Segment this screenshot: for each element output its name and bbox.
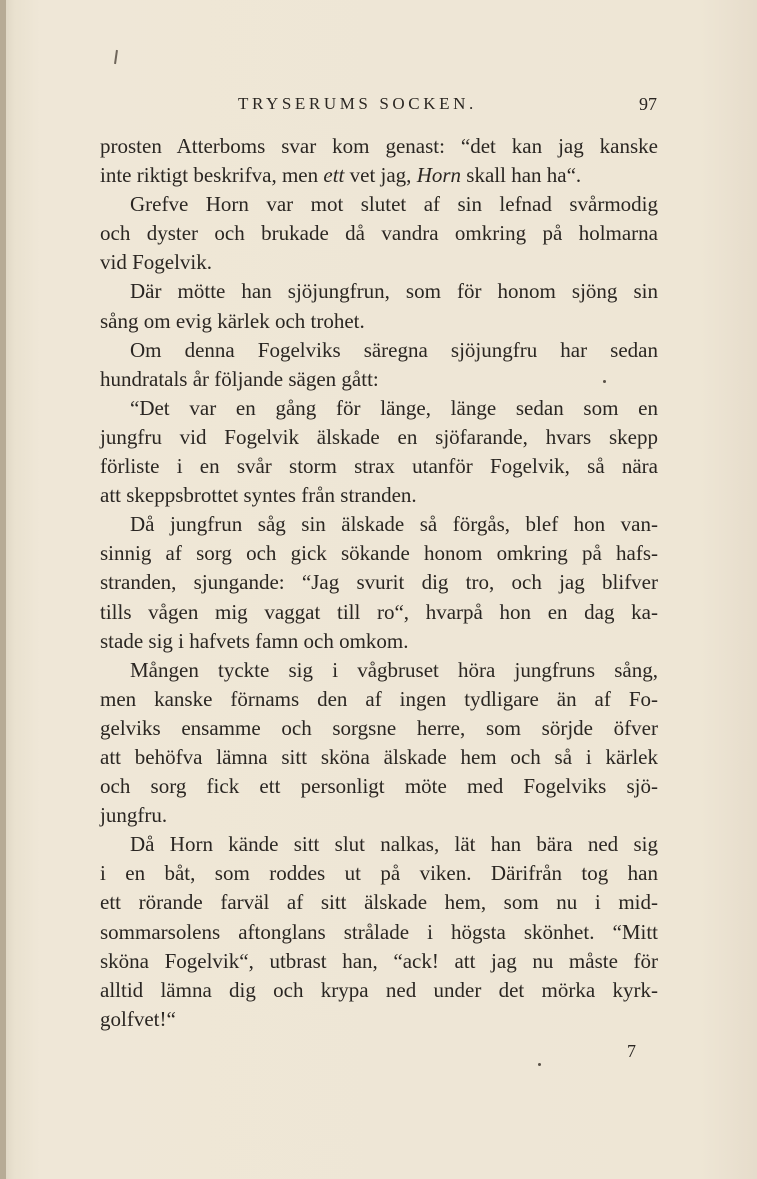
text-line: Grefve Horn var mot slutet af sin lefnad svårmodig [130, 192, 658, 217]
text-line: sommarsolens aftonglans strålade i högsta skönhet. “Mitt [100, 919, 658, 944]
text-line: sinnig af sorg och gick sökande honom omkring på hafs- [100, 541, 658, 566]
text-line: att skeppsbrottet syntes från stranden. [100, 483, 417, 508]
text-line: sång om evig kärlek och trohet. [100, 308, 365, 333]
text-line: Mången tyckte sig i vågbruset höra jungfruns sång, [130, 657, 658, 682]
text-line: hundratals år följande sägen gått: [100, 366, 379, 391]
text-line: och sorg fick ett personligt möte med Fogelviks sjö- [100, 774, 658, 799]
page-number: 97 [639, 94, 657, 114]
text-line: Där mötte han sjöjungfrun, som för honom sjöng sin [130, 279, 658, 304]
text-line: tills vågen mig vaggat till ro“, hvarpå hon en dag ka- [100, 599, 658, 624]
text-line: golfvet!“ [100, 1006, 176, 1031]
speck [603, 380, 606, 383]
text-line: stranden, sjungande: “Jag svurit dig tro, och jag blifver [100, 570, 658, 595]
text-line: vid Fogelvik. [100, 250, 213, 275]
text-line: förliste i en svår storm strax utanför Fogelvik, så nära [100, 454, 658, 479]
text-line: jungfru vid Fogelvik älskade en sjöfarande, hvars skepp [100, 424, 658, 449]
text-line: i en båt, som roddes ut på viken. Därifrån tog han [100, 861, 658, 886]
ink-mark [114, 50, 118, 64]
text-line: Då jungfrun såg sin älskade så förgås, blef hon van- [130, 512, 658, 537]
text-line: inte riktigt beskrifva, men ett vet jag, Horn skall han ha“. [100, 163, 582, 188]
text-line: prosten Atterboms svar kom genast: “det kan jag kanske [100, 134, 658, 158]
text-line: att behöfva lämna sitt sköna älskade hem och så i kärlek [100, 744, 658, 769]
body-text [100, 132, 658, 1034]
text-line: Då Horn kände sitt slut nalkas, lät han bära ned sig [130, 832, 658, 857]
text-line: Om denna Fogelviks säregna sjöjungfru har sedan [130, 337, 658, 362]
text-line: sköna Fogelvik“, utbrast han, “ack! att jag nu måste för [100, 948, 658, 973]
page-gutter [0, 0, 6, 1179]
text-line: men kanske förnams den af ingen tydligare än af Fo- [100, 686, 658, 711]
running-title: TRYSERUMS SOCKEN. [238, 94, 477, 113]
text-line: stade sig i hafvets famn och omkom. [100, 628, 409, 653]
speck [538, 1063, 541, 1066]
text-line: gelviks ensamme och sorgsne herre, som sörjde öfver [100, 715, 658, 740]
text-line: alltid lämna dig och krypa ned under det mörka kyrk- [100, 977, 658, 1002]
text-line: jungfru. [100, 803, 168, 828]
running-head [100, 94, 660, 118]
text-line: ett rörande farväl af sitt älskade hem, som nu i mid- [100, 890, 658, 915]
signature-mark: 7 [627, 1041, 636, 1061]
text-line: “Det var en gång för länge, länge sedan som en [130, 395, 658, 420]
text-line: och dyster och brukade då vandra omkring på holmarna [100, 221, 658, 246]
